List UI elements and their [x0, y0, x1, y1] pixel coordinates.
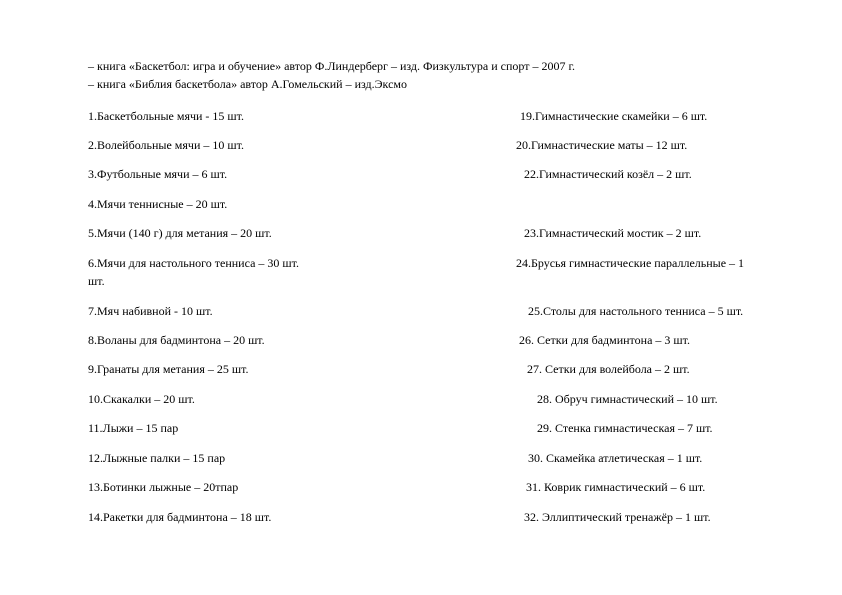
inventory-item: 13.Ботинки лыжные – 20тпар	[88, 480, 239, 494]
inventory-item: 9.Гранаты для метания – 25 шт.	[88, 362, 249, 376]
inventory-item: 7.Мяч набивной - 10 шт.	[88, 304, 213, 318]
inventory-item: 27. Сетки для волейбола – 2 шт.	[527, 362, 690, 376]
inventory-item: 25.Столы для настольного тенниса – 5 шт.	[528, 304, 744, 318]
inventory-item: 28. Обруч гимнастический – 10 шт.	[537, 392, 718, 406]
inventory-item: 11.Лыжи – 15 пар	[88, 421, 179, 435]
reference-line: – книга «Библия баскетбола» автор А.Гомельский – изд.Эксмо	[88, 77, 407, 91]
inventory-item: 1.Баскетбольные мячи - 15 шт.	[88, 109, 245, 123]
inventory-item: 14.Ракетки для бадминтона – 18 шт.	[88, 510, 272, 524]
inventory-item: 6.Мячи для настольного тенниса – 30 шт.	[88, 256, 299, 270]
inventory-item: 31. Коврик гимнастический – 6 шт.	[526, 480, 706, 494]
inventory-item: 24.Брусья гимнастические параллельные – 1	[516, 256, 745, 270]
inventory-item: 3.Футбольные мячи – 6 шт.	[88, 167, 228, 181]
inventory-item: 8.Воланы для бадминтона – 20 шт.	[88, 333, 265, 347]
inventory-item: 22.Гимнастический козёл – 2 шт.	[524, 167, 692, 181]
inventory-item: 2.Волейбольные мячи – 10 шт.	[88, 138, 244, 152]
inventory-item: 19.Гимнастические скамейки – 6 шт.	[520, 109, 708, 123]
inventory-item: 4.Мячи теннисные – 20 шт.	[88, 197, 228, 211]
inventory-item: 10.Скакалки – 20 шт.	[88, 392, 195, 406]
inventory-item: 5.Мячи (140 г) для метания – 20 шт.	[88, 226, 272, 240]
inventory-item: 20.Гимнастические маты – 12 шт.	[516, 138, 688, 152]
inventory-item: 12.Лыжные палки – 15 пар	[88, 451, 226, 465]
inventory-item: 23.Гимнастический мостик – 2 шт.	[524, 226, 702, 240]
inventory-item: 29. Стенка гимнастическая – 7 шт.	[537, 421, 713, 435]
inventory-item-continuation: шт.	[88, 274, 105, 288]
reference-line: – книга «Баскетбол: игра и обучение» автор Ф.Линдерберг – изд. Физкультура и спорт – 2007 г.	[88, 59, 576, 73]
inventory-item: 30. Скамейка атлетическая – 1 шт.	[528, 451, 703, 465]
inventory-item: 26. Сетки для бадминтона – 3 шт.	[519, 333, 690, 347]
inventory-item: 32. Эллиптический тренажёр – 1 шт.	[524, 510, 711, 524]
